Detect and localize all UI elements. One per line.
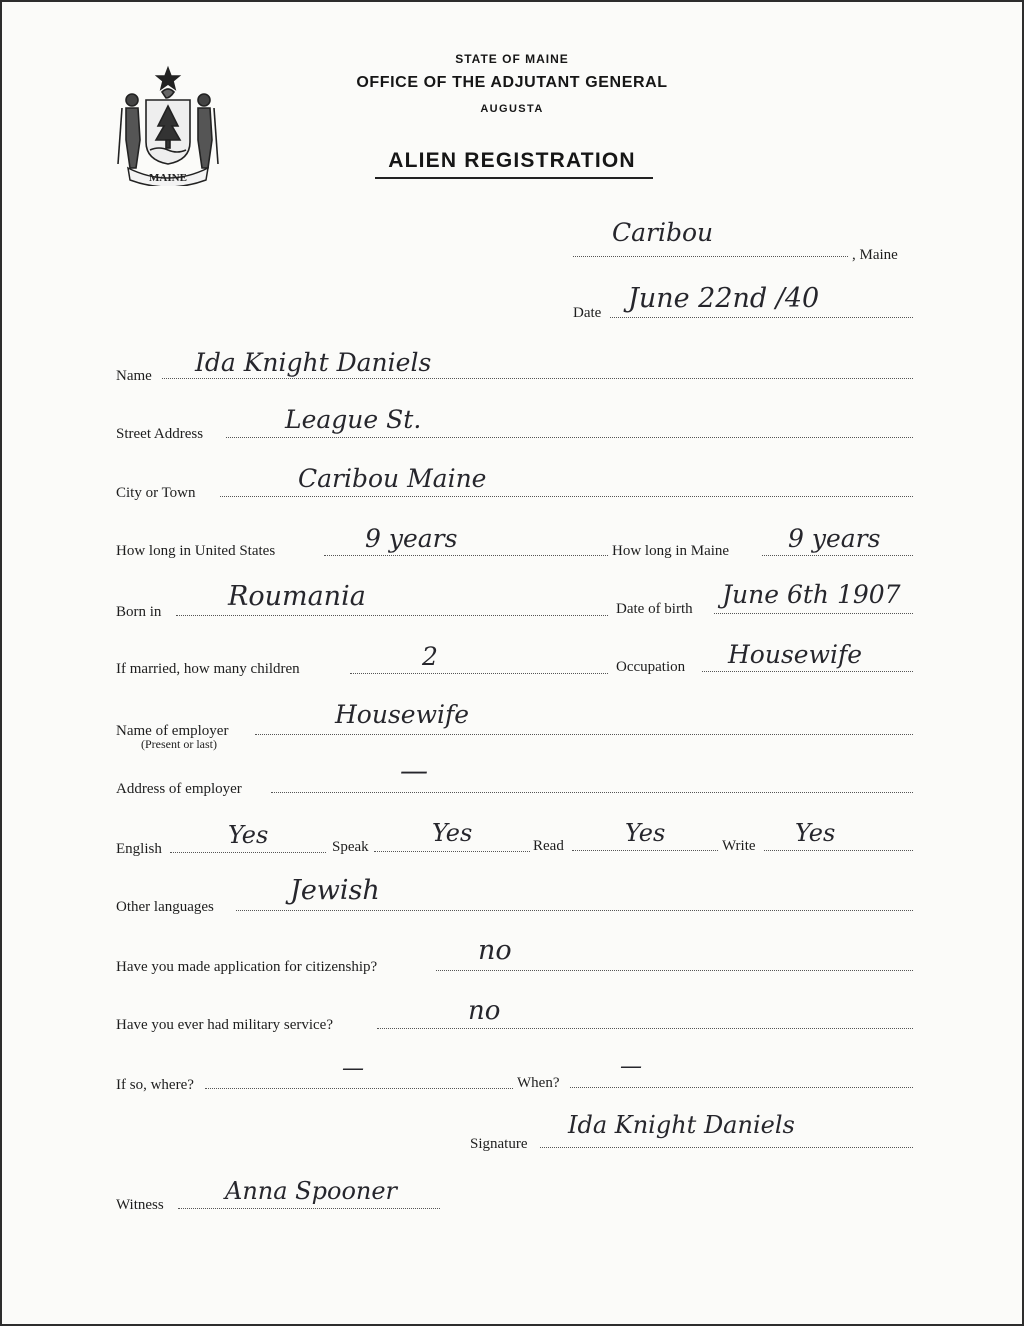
employer-name-note: (Present or last)	[141, 737, 217, 751]
other-languages-label: Other languages	[116, 899, 214, 915]
where-line	[205, 1088, 513, 1089]
born-in-label: Born in	[116, 604, 162, 620]
children-line	[350, 673, 608, 674]
street-address-line	[226, 437, 913, 438]
employer-address-value: —	[400, 754, 428, 787]
date-of-birth-line	[714, 613, 913, 614]
date-of-birth-value: June 6th 1907	[722, 580, 901, 609]
street-address-label: Street Address	[116, 426, 204, 442]
maine-label: , Maine	[852, 247, 898, 263]
header-city: AUGUSTA	[480, 103, 544, 115]
witness-line	[178, 1208, 440, 1209]
employer-name-line	[255, 734, 913, 735]
occupation-line	[702, 671, 913, 672]
military-value: no	[468, 996, 501, 1026]
signature-value: Ida Knight Daniels	[568, 1111, 795, 1139]
form-title: ALIEN REGISTRATION	[388, 149, 636, 172]
date-label: Date	[573, 305, 602, 321]
when-label: When?	[517, 1075, 560, 1091]
witness-label: Witness	[116, 1197, 164, 1213]
how-long-maine-value: 9 years	[788, 524, 881, 553]
speak-label: Speak	[332, 839, 369, 855]
write-value: Yes	[795, 819, 836, 847]
seal-banner-text: MAINE	[149, 172, 187, 184]
english-line	[170, 852, 326, 853]
city-town-value: Caribou Maine	[298, 464, 487, 493]
witness-value: Anna Spooner	[225, 1177, 398, 1205]
citizenship-label: Have you made application for citizenship?	[116, 959, 378, 975]
read-value: Yes	[625, 819, 666, 847]
date-of-birth-label: Date of birth	[616, 601, 693, 617]
where-label: If so, where?	[116, 1077, 194, 1093]
children-value: 2	[422, 642, 438, 671]
write-line	[764, 850, 913, 851]
town-value: Caribou	[612, 218, 714, 247]
citizenship-line	[436, 970, 913, 971]
name-label: Name	[116, 368, 152, 384]
employer-address-label: Address of employer	[116, 781, 242, 797]
city-town-label: City or Town	[116, 485, 196, 501]
occupation-value: Housewife	[728, 640, 863, 669]
date-value: June 22nd /40	[628, 283, 820, 314]
military-line	[377, 1028, 913, 1029]
name-line	[162, 378, 913, 379]
how-long-us-line	[324, 555, 608, 556]
read-label: Read	[533, 838, 564, 854]
how-long-maine-line	[762, 555, 913, 556]
employer-name-value: Housewife	[335, 700, 470, 729]
employer-address-line	[271, 792, 913, 793]
state-seal	[114, 64, 222, 186]
born-in-value: Roumania	[228, 581, 366, 612]
other-languages-line	[236, 910, 913, 911]
how-long-us-value: 9 years	[365, 524, 458, 553]
speak-value: Yes	[432, 819, 473, 847]
write-label: Write	[722, 838, 756, 854]
english-value: Yes	[228, 821, 269, 849]
signature-label: Signature	[470, 1136, 528, 1152]
english-label: English	[116, 841, 162, 857]
when-line	[570, 1087, 913, 1088]
where-value: —	[342, 1056, 364, 1081]
military-label: Have you ever had military service?	[116, 1017, 333, 1033]
name-value: Ida Knight Daniels	[195, 348, 432, 377]
street-address-value: League St.	[285, 405, 422, 434]
date-line	[610, 317, 913, 318]
born-in-line	[176, 615, 608, 616]
header-state: STATE OF MAINE	[455, 52, 569, 66]
title-underline	[375, 177, 653, 179]
other-languages-value: Jewish	[290, 875, 380, 906]
citizenship-value: no	[478, 935, 512, 966]
how-long-maine-label: How long in Maine	[612, 543, 730, 559]
employer-name-label: Name of employer	[116, 723, 229, 739]
read-line	[572, 850, 718, 851]
town-line	[573, 256, 848, 257]
signature-line	[540, 1147, 913, 1148]
when-value: —	[620, 1054, 642, 1079]
children-label: If married, how many children	[116, 661, 300, 677]
speak-line	[374, 851, 530, 852]
occupation-label: Occupation	[616, 659, 686, 675]
city-town-line	[220, 496, 913, 497]
how-long-us-label: How long in United States	[116, 543, 276, 559]
header-office: OFFICE OF THE ADJUTANT GENERAL	[356, 74, 668, 91]
